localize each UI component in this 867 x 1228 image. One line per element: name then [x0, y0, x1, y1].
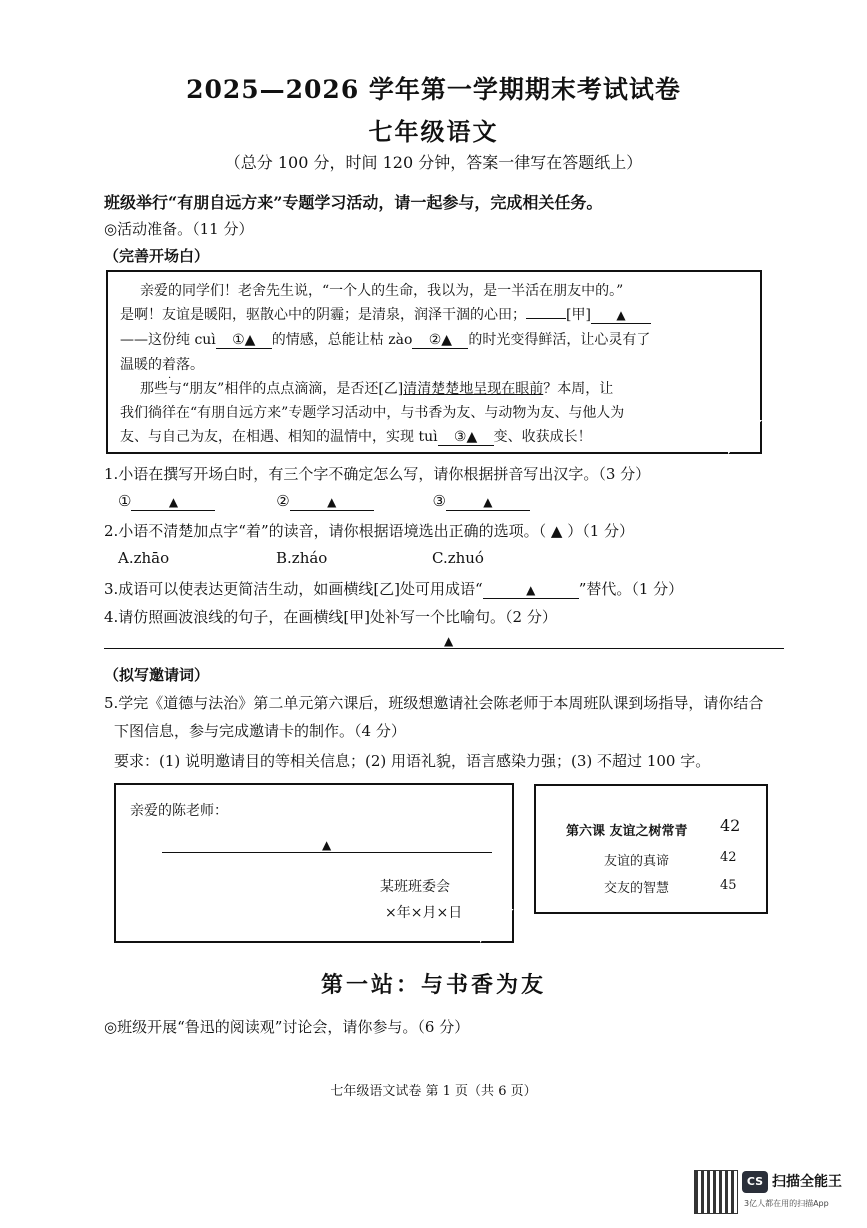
blank-jia: ▲	[591, 307, 651, 324]
opening-text: 温暖的	[120, 357, 162, 373]
blank-jia-label: [甲]	[566, 307, 591, 323]
card-date: ×年×月×日	[385, 905, 463, 921]
opening-line-3	[120, 329, 650, 349]
opening-line-2	[120, 304, 651, 324]
opening-line-5	[140, 378, 613, 398]
question-5-requirements: 要求：(1) 说明邀请目的等相关信息；(2) 用语礼貌，语言感染力强；(3) 不超过 100 字。	[114, 752, 711, 770]
opening-text: 那些与“朋友”相伴的点点滴滴，是否还[乙]	[140, 381, 404, 397]
q2-option-c: C.zhuó	[432, 549, 484, 567]
question-2: 2.小语不清楚加点字“着”的读音，请你根据语境选出正确的选项。（ ▲ ）（1 分）	[104, 522, 635, 540]
q1-answer-blanks: ① ▲ ② ▲ ③ ▲	[118, 492, 530, 511]
underlined-phrase-yi: 清清楚楚地呈现在眼前	[403, 381, 544, 397]
toc-page-2: 45	[720, 878, 737, 893]
qr-code-icon	[694, 1170, 738, 1214]
card-greeting: 亲爱的陈老师：	[130, 803, 228, 819]
page-footer: 七年级语文试卷 第 1 页（共 6 页）	[330, 1084, 537, 1099]
opening-text: 友、与自己为友，在相遇、相知的温情中，实现 tuì	[120, 429, 438, 445]
toc-row-1: 友谊的真谛	[604, 854, 670, 869]
toc-row-2: 交友的智慧	[604, 881, 670, 896]
q2-option-b: B.zháo	[276, 549, 328, 567]
exam-title: 2025—2026 学年第一学期期末考试试卷	[186, 75, 681, 104]
toc-page-lesson: 42	[720, 816, 741, 835]
opening-line-4	[120, 354, 204, 384]
opening-text: ——这份纯 cuì	[120, 332, 216, 348]
question-1: 1.小语在撰写开场白时，有三个字不确定怎么写，请你根据拼音写出汉字。（3 分）	[104, 465, 651, 483]
opening-line-7	[120, 426, 592, 446]
scanner-app-tagline: 3亿人都在用的扫描App	[744, 1199, 829, 1208]
q2-option-a: A.zhāo	[118, 549, 170, 567]
blank-3: ③▲	[438, 429, 494, 446]
prep-heading: ◎活动准备。（11 分）	[104, 220, 254, 238]
card-signer: 某班班委会	[380, 879, 450, 895]
camscanner-logo-icon: CS	[742, 1171, 768, 1193]
opening-text: 的时光变得鲜活，让心灵有了	[468, 332, 651, 348]
dotted-char: 着 ·	[162, 357, 176, 384]
q3-blank: ▲	[483, 580, 579, 599]
q4-answer-line	[104, 648, 784, 649]
opening-text: ？本周，让	[543, 381, 614, 397]
opening-text: 的情感，总能让枯 zào	[271, 332, 413, 348]
exam-note: （总分 100 分，时间 120 分钟，答案一律写在答题纸上）	[224, 153, 643, 172]
opening-section-label: （完善开场白）	[104, 247, 210, 265]
station-1-task: ◎班级开展“鲁迅的阅读观”讨论会，请你参与。（6 分）	[104, 1018, 470, 1036]
toc-page-1: 42	[720, 850, 737, 865]
question-5-line-2: 下图信息，参与完成邀请卡的制作。（4 分）	[114, 722, 406, 740]
station-1-title: 第一站：与书香为友	[320, 972, 546, 998]
invite-section-label: （拟写邀请词）	[104, 666, 210, 684]
question-4: 4.请仿照画波浪线的句子，在画横线[甲]处补写一个比喻句。（2 分）	[104, 608, 557, 626]
page-curl-decoration	[480, 909, 514, 943]
subject-title: 七年级语文	[368, 117, 499, 146]
card-answer-line	[162, 852, 492, 853]
card-answer-mark: ▲	[322, 838, 332, 852]
q4-answer-mark: ▲	[444, 634, 454, 648]
scanner-app-name: 扫描全能王	[772, 1174, 842, 1190]
page-curl-decoration	[728, 420, 762, 454]
blank-2: ②▲	[412, 332, 468, 349]
opening-text: 是啊！友谊是暖阳，驱散心中的阴霾；是清泉，润泽干涸的心田；	[120, 307, 526, 323]
blank-1: ①▲	[216, 332, 272, 349]
toc-row-lesson: 第六课 友谊之树常青	[566, 824, 688, 839]
task-intro: 班级举行“有朋自远方来”专题学习活动，请一起参与，完成相关任务。	[104, 193, 603, 212]
question-5-line-1: 5.学完《道德与法治》第二单元第六课后，班级想邀请社会陈老师于本周班队课到场指导，请你结合	[104, 694, 764, 712]
opening-line-6: 我们徜徉在“有朋自远方来”专题学习活动中，与书香为友、与动物为友、与他人为	[120, 405, 625, 421]
opening-line-1: 亲爱的同学们！老舍先生说，“一个人的生命，我以为，是一半活在朋友中的。”	[140, 283, 624, 299]
opening-text: 变、收获成长！	[493, 429, 592, 445]
opening-text: 落。	[176, 357, 204, 373]
question-3: 3.成语可以使表达更简洁生动，如画横线[乙]处可用成语“ ▲ ”替代。（1 分）	[104, 580, 684, 598]
